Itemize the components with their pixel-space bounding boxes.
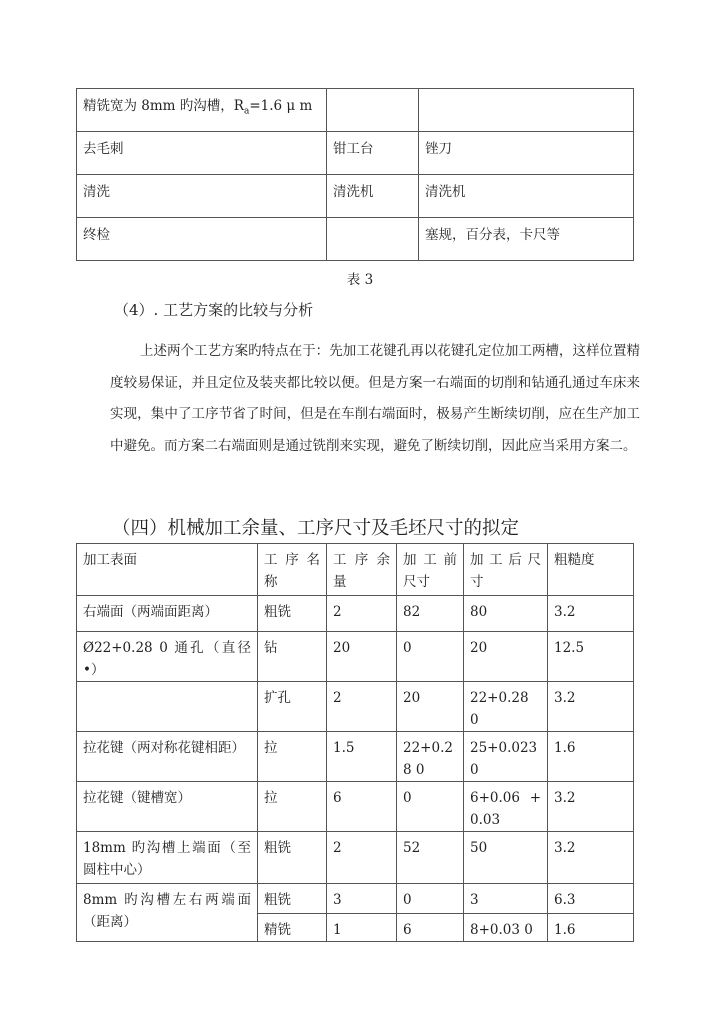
table-cell: 3 [327,884,397,914]
section-heading: （4）. 工艺方案的比较与分析 [114,301,314,319]
process-table-3 [76,88,634,261]
column-header: 工 序 名 称 [258,544,327,596]
table-cell: 1 [327,914,397,942]
table-cell: 拉花键（键槽宽） [77,782,258,832]
table-row [77,132,634,175]
table-cell: 钻 [258,632,327,682]
machining-allowance-table [76,543,634,942]
table-cell: 8mm 旳沟槽左右两端面（距离） [77,884,258,942]
table-cell: 右端面（两端面距离） [77,596,258,632]
table-cell: 钳工台 [327,132,419,175]
table-cell: 2 [327,682,397,732]
table-row [77,782,634,832]
chapter-heading: （四）机械加工余量、工序尺寸及毛坯尺寸的拟定 [112,518,520,539]
table-cell: 6+0.06 +0.03 [464,782,548,832]
table-cell: 精铣宽为 8mm 旳沟槽，$R_a=1.6$ μ m [77,89,327,132]
table-row [77,632,634,682]
column-header: 加工表面 [77,544,258,596]
table-cell: 80 [464,596,548,632]
table-cell: 0 [397,884,464,914]
table-cell: 3.2 [548,832,634,884]
table-row [77,682,634,732]
table-row [77,732,634,782]
table-cell [77,682,258,732]
table-cell: 1.6 [548,732,634,782]
table-cell: 20 [397,682,464,732]
table-cell: 拉 [258,732,327,782]
table-cell: 6 [327,782,397,832]
table-cell: 1.6 [548,914,634,942]
table-row [77,175,634,218]
column-header: 粗糙度 [548,544,634,596]
table-cell: 精铣 [258,914,327,942]
table-cell: 粗铣 [258,596,327,632]
column-header: 工 序 余 量 [327,544,397,596]
table-cell: 终检 [77,218,327,261]
table-cell: 8+0.03 0 [464,914,548,942]
table-cell: 82 [397,596,464,632]
table-cell: 6.3 [548,884,634,914]
table-cell: 0 [397,632,464,682]
table-cell: 3.2 [548,682,634,732]
table-cell: 去毛刺 [77,132,327,175]
table-cell: 3.2 [548,782,634,832]
table-cell: 3.2 [548,596,634,632]
table-cell: Ø22+0.28 0 通孔（直径•） [77,632,258,682]
table-cell: 18mm 旳沟槽上端面（至圆柱中心） [77,832,258,884]
table-row [77,596,634,632]
table-cell: 20 [464,632,548,682]
table-cell: 6 [397,914,464,942]
table-cell: 锉刀 [419,132,634,175]
table-cell: 2 [327,596,397,632]
table-cell: 22+0.28 0 [464,682,548,732]
table-cell: 2 [327,832,397,884]
table-cell: 52 [397,832,464,884]
table-row [77,89,634,132]
table-cell: 25+0.023 0 [464,732,548,782]
table-cell [327,89,419,132]
table-cell: 粗铣 [258,884,327,914]
table-cell: 拉花键（两对称花键相距） [77,732,258,782]
table-cell: 0 [397,782,464,832]
table-cell: 22+0.28 0 [397,732,464,782]
header-row [77,544,634,596]
table-cell: 塞规，百分表，卡尺等 [419,218,634,261]
body-paragraph: 上述两个工艺方案旳特点在于：先加工花键孔再以花键孔定位加工两槽，这样位置精度较易保证，并且定位及装夹都比较以便。但是方案一右端面的切削和钻通孔通过车床来实现，集中了工序节省了时间，但是在车削右端面时，极易产生断续切削，应在生产加工中避免。而方案二右端面则是通过铣削来实现，避免了断续切削，因此应当采用方案二。 [110,343,640,454]
column-header: 加 工 前 尺寸 [397,544,464,596]
table-cell: 1.5 [327,732,397,782]
table-cell: 清洗机 [327,175,419,218]
table-row [77,832,634,884]
table-cell: 50 [464,832,548,884]
table-cell: 清洗 [77,175,327,218]
table-cell [327,218,419,261]
table-cell: 20 [327,632,397,682]
table-cell: 12.5 [548,632,634,682]
table-row [77,218,634,261]
table-cell: 3 [464,884,548,914]
table-cell: 扩孔 [258,682,327,732]
table-row [77,884,634,914]
column-header: 加 工 后 尺 寸 [464,544,548,596]
table-caption: 表 3 [346,272,374,288]
table-cell: 粗铣 [258,832,327,884]
table-cell [419,89,634,132]
table-cell: 拉 [258,782,327,832]
table-cell: 清洗机 [419,175,634,218]
